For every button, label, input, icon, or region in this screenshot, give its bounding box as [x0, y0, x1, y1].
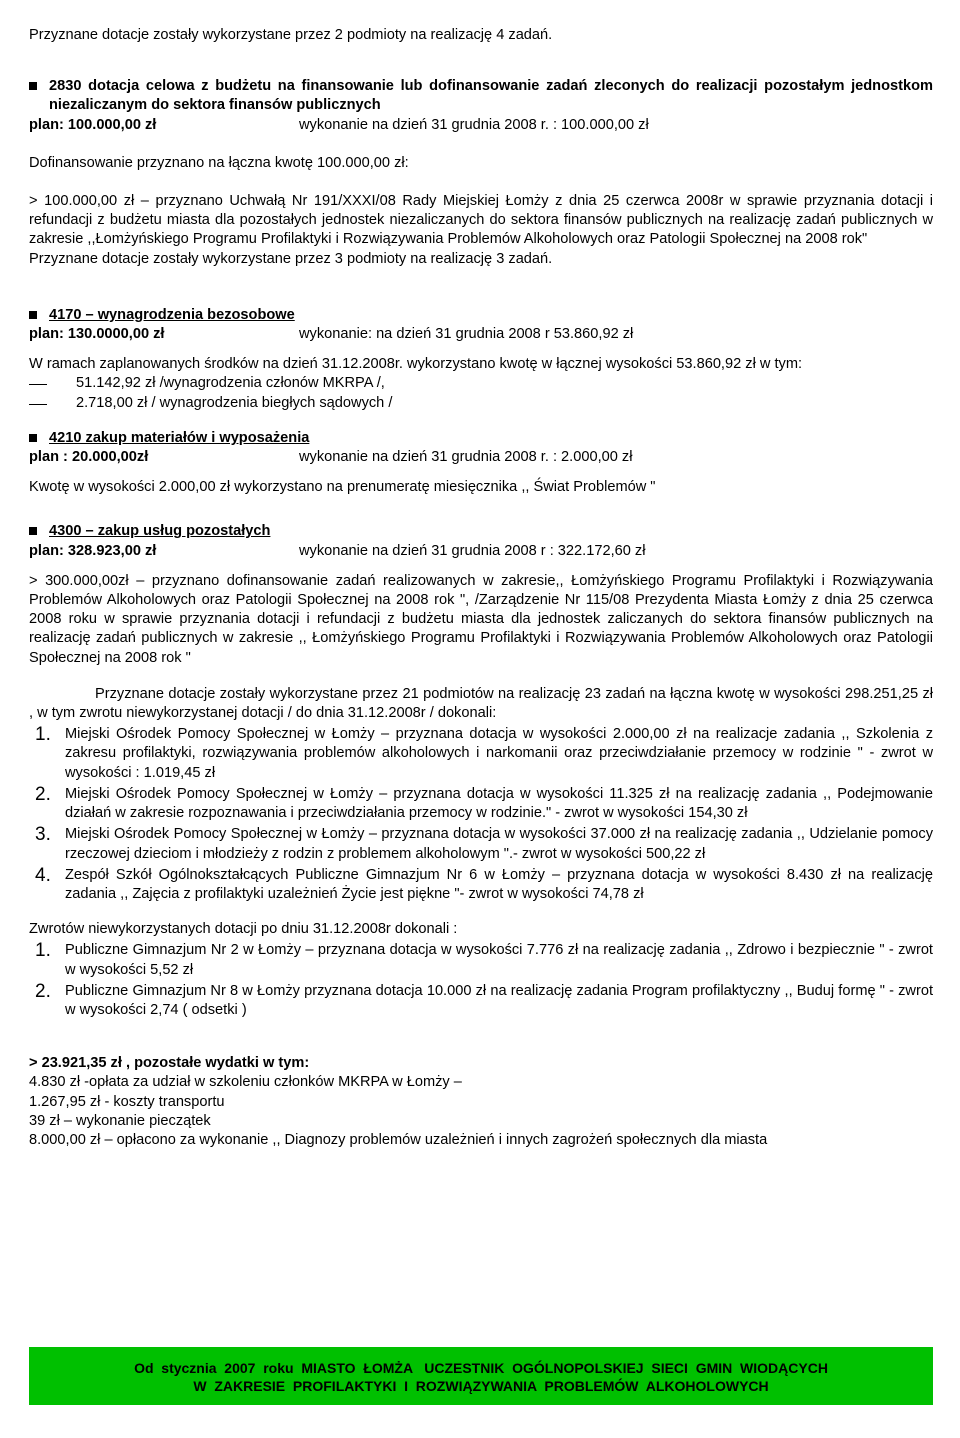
section-4300-title: 4300 – zakup usług pozostałych [29, 522, 933, 541]
plan-value: plan: 328.923,00 zł [29, 542, 157, 559]
other-expense-item: 1.267,95 zł - koszty transportu [29, 1093, 225, 1110]
section-2830-title: 2830 dotacja celowa z budżetu na finansowanie lub dofinansowanie zadań zleconych do realizacji pozostałym jednostkom niezaliczanym do sektora finansów publicznych [29, 77, 933, 115]
other-expense-item: 39 zł – wykonanie pieczątek [29, 1112, 211, 1129]
execution-value: wykonanie: na dzień 31 grudnia 2008 r 53.860,92 zł [299, 326, 634, 343]
returns-title: Zwrotów niewykorzystanych dotacji po dniu 31.12.2008r dokonali : [29, 921, 458, 938]
document-page [29, 26, 933, 1150]
list-item: 2.718,00 zł / wynagrodzenia biegłych sądowych / [29, 394, 933, 413]
square-bullet-icon [29, 527, 37, 535]
list-item: 51.142,92 zł /wynagrodzenia członów MKRPA /, [29, 374, 933, 393]
square-bullet-icon [29, 311, 37, 319]
plan-value: plan : 20.000,00zł [29, 449, 149, 466]
plan-value: plan: 130.0000,00 zł [29, 326, 165, 343]
banner-line-2: W ZAKRESIE PROFILAKTYKI I ROZWIĄZYWANIA PROBLEMÓW ALKOHOLOWYCH [193, 1378, 769, 1394]
other-expense-item: 4.830 zł -opłata za udział w szkoleniu członków MKRPA w Łomży – [29, 1074, 462, 1091]
returns-list [29, 941, 933, 1020]
list-item: 1. Miejski Ośrodek Pomocy Społecznej w Łomży – przyznana dotacja w wysokości 2.000,00 zł na realizacje zadania ,, Szkolenia z zakresu profilaktyki, rozwiązywania problemów alkoholowych i narkomanii oraz przeciwdziałanie przemocy w rodzinie " - zwrot w wysokości : 1.019,45 zł [35, 724, 933, 781]
list-item: 4. Zespół Szkół Ogólnokształcących Publiczne Gimnazjum Nr 6 w Łomży – przyznana dotacja w wysokości 8.430 zł na realizację zadania ,, Zajęcia z profilaktyki uzależnień Życie jest piękne "- zwrot w wysokości 74,78 zł [35, 864, 933, 902]
intro-line: Przyznane dotacje zostały wykorzystane przez 2 podmioty na realizację 4 zadań. [29, 27, 553, 43]
list-item: 1. Publiczne Gimnazjum Nr 2 w Łomży – przyznana dotacja w wysokości 7.776 zł na realizację zadania ,, Zdrowo i bezpiecznie " - zwrot w wysokości 5,52 zł [35, 940, 933, 978]
square-bullet-icon [29, 82, 37, 90]
execution-value: wykonanie na dzień 31 grudnia 2008 r. : 2.000,00 zł [299, 449, 633, 466]
list-item: 2. Publiczne Gimnazjum Nr 8 w Łomży przyznana dotacja 10.000 zł na realizację zadania Program profilaktyczny ,, Buduj formę " - zwrot w wysokości 2,74 ( odsetki ) [35, 980, 933, 1018]
list-item: 3. Miejski Ośrodek Pomocy Społecznej w Łomży – przyznana dotacja w wysokości 37.000 zł na realizację zadania ,, Udzielanie pomocy rzeczowej dzieciom i młodzieży z rodzin z problemem alkoholowym ".- zwrot w wysokości 500,22 zł [35, 824, 933, 862]
other-expense-item: 8.000,00 zł – opłacono za wykonanie ,, Diagnozy problemów uzależnień i innych zagrożeń społecznych dla miasta [29, 1131, 768, 1148]
section-2830-plan-row [29, 116, 933, 135]
section-2830-used: Przyznane dotacje zostały wykorzystane przez 3 podmioty na realizację 3 zadań. [29, 250, 553, 267]
section-4300-plan-row [29, 542, 933, 561]
banner-line-1: Od stycznia 2007 roku MIASTO ŁOMŻA UCZESTNIK OGÓLNOPOLSKIEJ SIECI GMIN WIODĄCYCH [134, 1360, 828, 1376]
execution-value: wykonanie na dzień 31 grudnia 2008 r. : 100.000,00 zł [299, 116, 649, 133]
section-4210-description: Kwotę w wysokości 2.000,00 zł wykorzystano na prenumeratę miesięcznika ,, Świat Problemów " [29, 479, 656, 496]
plan-value: plan: 100.000,00 zł [29, 116, 157, 133]
section-4210-title: 4210 zakup materiałów i wyposażenia [29, 429, 933, 448]
footer-banner [29, 1347, 933, 1405]
beneficiaries-list [29, 725, 933, 904]
section-4170-description: W ramach zaplanowanych środków na dzień 31.12.2008r. wykorzystano kwotę w łącznej wysokości 53.860,92 zł w tym: [29, 356, 803, 373]
section-4170-plan-row [29, 325, 933, 344]
list-item: 2. Miejski Ośrodek Pomocy Społecznej w Łomży – przyznana dotacja w wysokości 11.325 zł na realizację zadania ,, Podejmowanie działań w zakresie rozpoznawania i przeciwdziałania przemocy w rodzinie." - zwrot w wysokości 154,30 zł [35, 783, 933, 822]
square-bullet-icon [29, 434, 37, 442]
section-4300-used: Przyznane dotacje zostały wykorzystane przez 21 podmiotów na realizację 23 zadań na łączna kwotę w wysokości 298.251,25 zł , w tym zwrotu niewykorzystanej dotacji / do dnia 31.12.2008r / dokonali: [29, 685, 933, 722]
section-4210-plan-row [29, 448, 933, 467]
other-expenses-title: > 23.921,35 zł , pozostałe wydatki w tym: [29, 1055, 310, 1072]
section-2830-description: > 100.000,00 zł – przyznano Uchwałą Nr 191/XXXI/08 Rady Miejskiej Łomży z dnia 25 czerwca 2008r w sprawie przyznania dotacji i refundacji z budżetu miasta dla pozostałych jednostek niezaliczanych do sektora finansów publicznych na realizację zadań publicznych w zakresie ,,Łomżyńskiego Programu Profilaktyki i Rozwiązywania Problemów Alkoholowych oraz Patologii Społecznej na 2008 rok" [29, 193, 933, 248]
section-4300-description: > 300.000,00zł – przyznano dofinansowanie zadań realizowanych w zakresie,, Łomżyńskiego Programu Profilaktyki i Rozwiązywania Problemów Alkoholowych oraz Patologii Społecznej na 2008 rok ", /Zarządzenie Nr 115/08 Prezydenta Miasta Łomży z dnia 25 czerwca 2008 roku w sprawie przyznania dotacji i refundacji z budżetu miasta dla jednostek zaliczanych do sektora finansów publicznych na realizację zadań publicznych w zakresie ,, Łomżyńskiego Programu Profilaktyki i Rozwiązywania Problemów Alkoholowych oraz Patologii Społecznej na 2008 rok " [29, 572, 933, 666]
section-4170-title: 4170 – wynagrodzenia bezosobowe [29, 306, 933, 325]
execution-value: wykonanie na dzień 31 grudnia 2008 r : 322.172,60 zł [299, 542, 646, 559]
cofinancing-line: Dofinansowanie przyznano na łączna kwotę 100.000,00 zł: [29, 154, 409, 171]
